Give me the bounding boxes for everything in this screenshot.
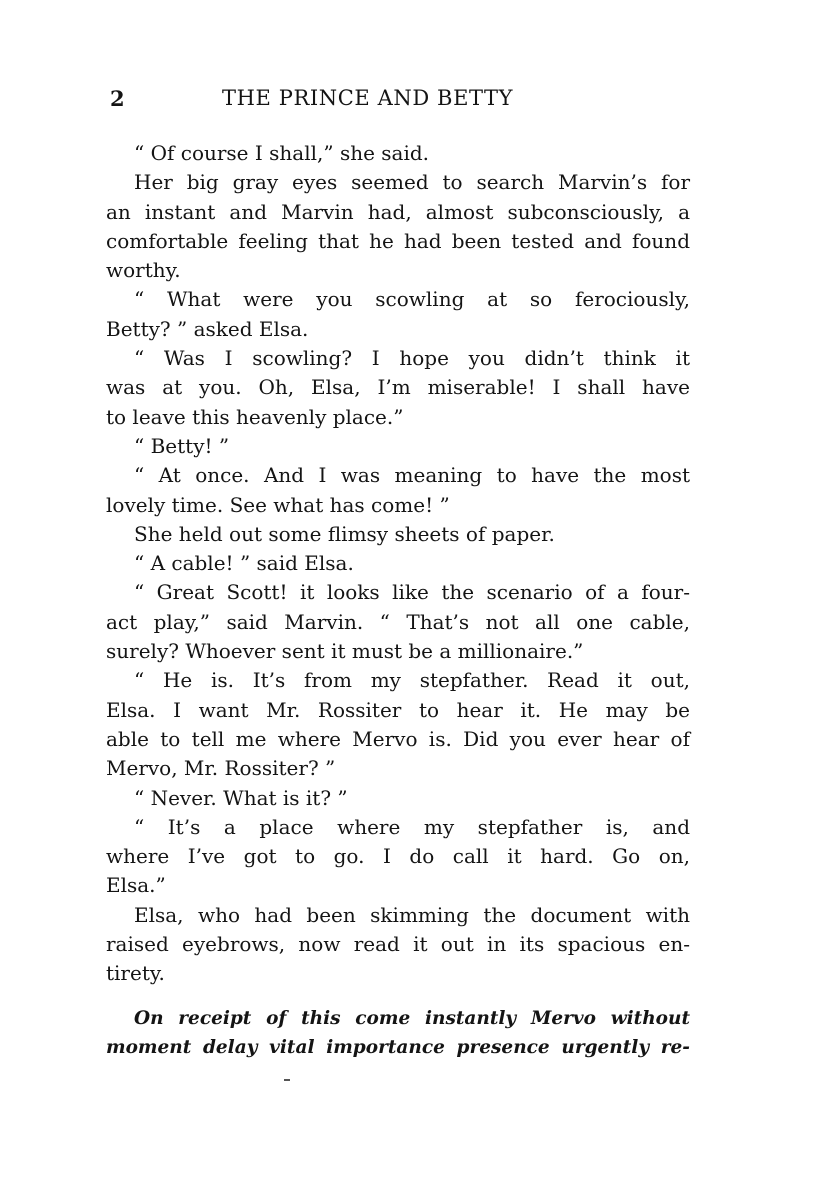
- cable-line: moment delay vital importance presence urgently re-: [106, 1037, 690, 1058]
- text-line: able to tell me where Mervo is. Did you ever hear of: [106, 726, 690, 751]
- text-line: “ Of course I shall,” she said.: [134, 141, 430, 165]
- text-line: act play,” said Marvin. “ That’s not all one cable,: [106, 609, 690, 634]
- cable-line: On receipt of this come instantly Mervo without: [134, 1008, 690, 1029]
- text-line: lovely time. See what has come! ”: [106, 492, 450, 517]
- text-line: to leave this heavenly place.”: [106, 404, 404, 429]
- text-line: “ He is. It’s from my stepfather. Read it out,: [134, 668, 690, 693]
- text-line: “ Betty! ”: [134, 433, 230, 458]
- text-line: She held out some flimsy sheets of paper.: [134, 521, 555, 546]
- running-title: THE PRINCE AND BETTY: [222, 86, 514, 110]
- text-line: “ What were you scowling at so ferociously,: [134, 287, 690, 312]
- text-line: Her big gray eyes seemed to search Marvin’s for: [134, 170, 690, 195]
- cable-text: [106, 1004, 690, 1062]
- body-text: [106, 139, 690, 989]
- ink-speck: [284, 1079, 290, 1081]
- page-header: [110, 86, 690, 116]
- text-line: an instant and Marvin had, almost subconsciously, a: [106, 199, 690, 224]
- text-line: surely? Whoever sent it must be a millionaire.”: [106, 639, 584, 664]
- text-line: “ Was I scowling? I hope you didn’t think it: [134, 346, 690, 371]
- text-line: comfortable feeling that he had been tested and found: [106, 228, 690, 253]
- text-line: where I’ve got to go. I do call it hard. Go on,: [106, 844, 690, 869]
- text-line: worthy.: [106, 258, 181, 283]
- text-line: “ At once. And I was meaning to have the most: [134, 463, 690, 488]
- text-line: tirety.: [106, 961, 165, 986]
- text-line: “ It’s a place where my stepfather is, and: [134, 814, 690, 839]
- text-line: Elsa.”: [106, 873, 166, 898]
- text-line: “ A cable! ” said Elsa.: [134, 551, 354, 576]
- text-line: Mervo, Mr. Rossiter? ”: [106, 756, 336, 781]
- text-line: “ Never. What is it? ”: [134, 785, 348, 810]
- text-line: “ Great Scott! it looks like the scenario of a four-: [134, 580, 690, 605]
- text-line: raised eyebrows, now read it out in its spacious en-: [106, 932, 690, 957]
- page-number: 2: [110, 86, 126, 111]
- text-line: Elsa. I want Mr. Rossiter to hear it. He may be: [106, 697, 690, 722]
- text-line: was at you. Oh, Elsa, I’m miserable! I shall have: [106, 375, 690, 400]
- text-line: Betty? ” asked Elsa.: [106, 316, 309, 341]
- text-line: Elsa, who had been skimming the document with: [134, 902, 690, 927]
